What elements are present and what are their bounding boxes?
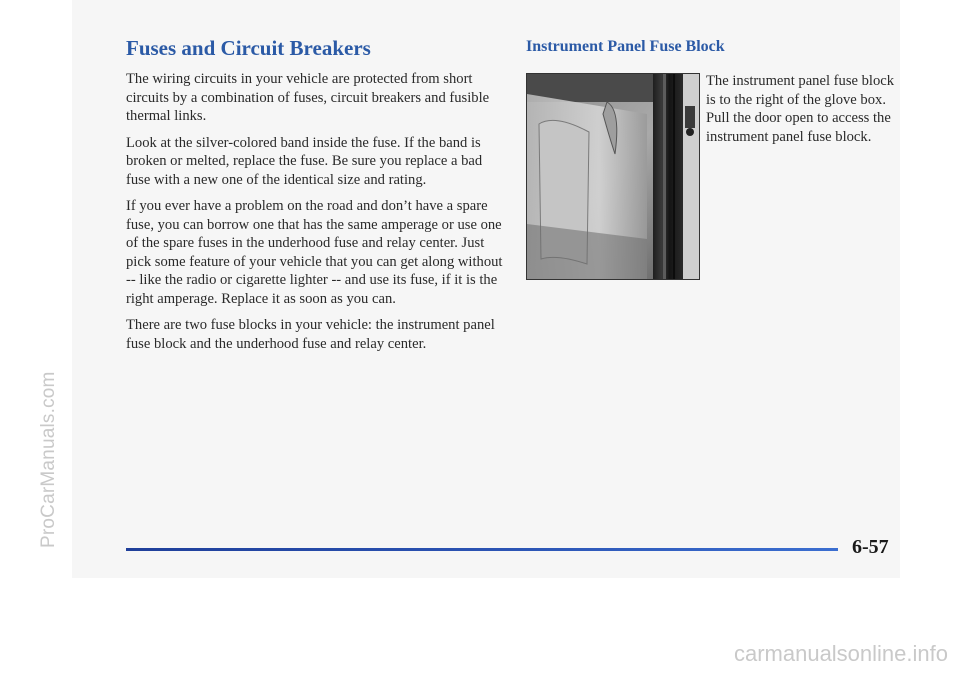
fuse-block-photo [526,73,700,280]
paragraph-spare-fuse: If you ever have a problem on the road and don’t have a spare fuse, you can borrow one that has the same amperage or use one of the spare fuses in the underhood fuse and relay center. Just pick some feature of your vehicle that you can get along without -- like the radio or cigarette lighter -- and use its fuse, if it is the right amperage. Replace it as soon as you can. [126,198,503,307]
page-number: 6-57 [852,536,889,558]
footer-rule [126,548,838,551]
section-title: Fuses and Circuit Breakers [126,36,371,60]
subsection-body: The instrument panel fuse block is to the right of the glove box. Pull the door open to access the instrument panel fuse block. [706,73,895,145]
subsection-title: Instrument Panel Fuse Block [526,38,725,55]
paragraph-silver-band: Look at the silver-colored band inside the fuse. If the band is broken or melted, replace the fuse. Be sure you replace a bad fuse with a new one of the identical size and rating. [126,134,483,188]
paragraph-wiring: The wiring circuits in your vehicle are protected from short circuits by a combination of fuses, circuit breakers and fusible thermal links. [126,71,490,124]
side-watermark: ProCarManuals.com [38,371,59,548]
bottom-watermark: carmanualsonline.info [733,641,948,666]
paragraph-two-blocks: There are two fuse blocks in your vehicle: the instrument panel fuse block and the underhood fuse and relay center. [126,317,495,352]
section-body [126,70,504,361]
